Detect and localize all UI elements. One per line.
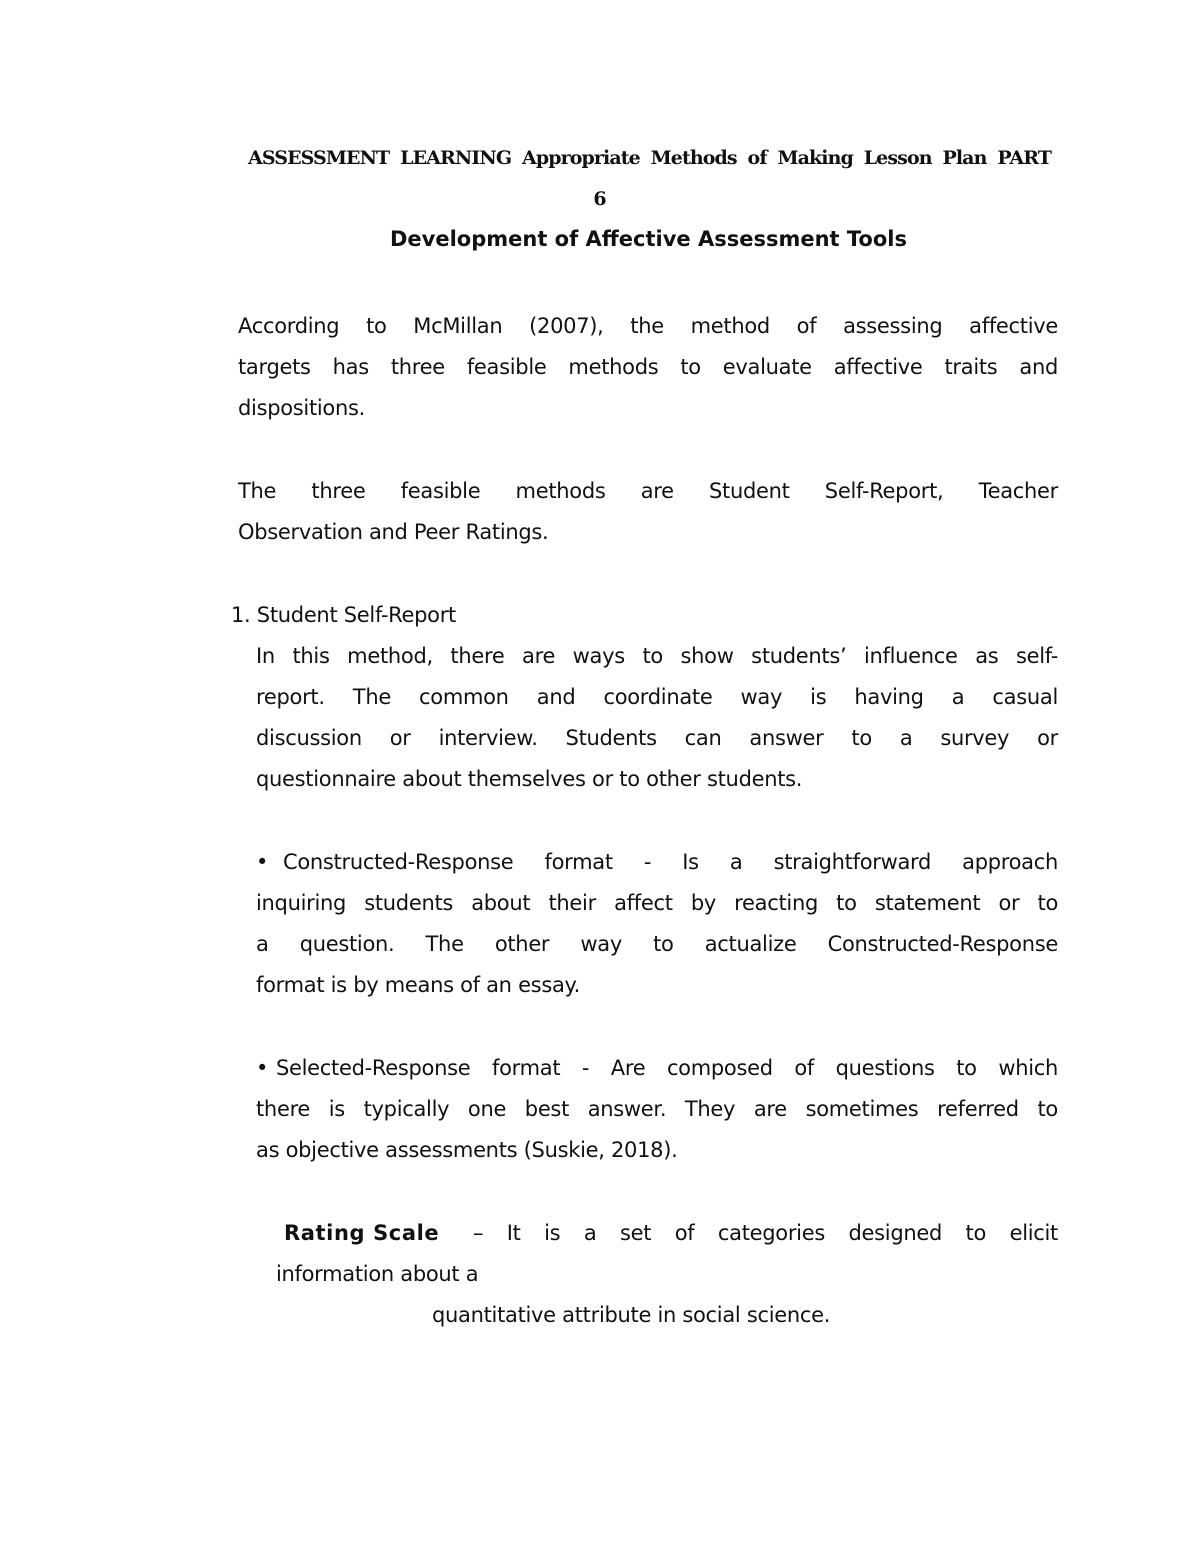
numbered-item-heading: 1. Student Self-Report — [231, 603, 456, 627]
paragraph-line: discussion or interview. Students can answer to a survey or — [256, 726, 1058, 750]
bullet-line: as objective assessments (Suskie, 2018). — [256, 1138, 678, 1162]
paragraph-line: report. The common and coordinate way is having a casual — [256, 685, 1058, 709]
document-title-part-number: 6 — [593, 188, 607, 210]
bullet-marker-icon: • — [256, 1056, 269, 1080]
rating-scale-line: information about a — [276, 1262, 479, 1286]
paragraph-line: Observation and Peer Ratings. — [238, 520, 549, 544]
bullet-line: Constructed-Response format - Is a straightforward approach — [283, 850, 1058, 874]
paragraph-line: targets has three feasible methods to evaluate affective traits and — [238, 355, 1058, 379]
paragraph-line: The three feasible methods are Student Self-Report, Teacher — [238, 479, 1058, 503]
rating-scale-term: Rating Scale — [284, 1221, 440, 1245]
rating-scale-line: quantitative attribute in social science. — [432, 1303, 831, 1327]
bullet-line: a question. The other way to actualize Constructed-Response — [256, 932, 1058, 956]
bullet-line: inquiring students about their affect by reacting to statement or to — [256, 891, 1058, 915]
bullet-line: Selected-Response format - Are composed of questions to which — [276, 1056, 1058, 1080]
paragraph-line: In this method, there are ways to show students’ influence as self- — [256, 644, 1058, 668]
paragraph-line: dispositions. — [238, 396, 366, 420]
section-heading: Development of Affective Assessment Tools — [389, 227, 907, 251]
paragraph-line: questionnaire about themselves or to other students. — [256, 767, 803, 791]
paragraph-line: According to McMillan (2007), the method of assessing affective — [238, 314, 1058, 338]
bullet-marker-icon: • — [256, 850, 269, 874]
rating-scale-line: – It is a set of categories designed to elicit — [473, 1221, 1058, 1245]
bullet-line: there is typically one best answer. They are sometimes referred to — [256, 1097, 1058, 1121]
document-title: ASSESSMENT LEARNING Appropriate Methods of Making Lesson Plan PART — [248, 147, 1051, 169]
bullet-line: format is by means of an essay. — [256, 973, 581, 997]
